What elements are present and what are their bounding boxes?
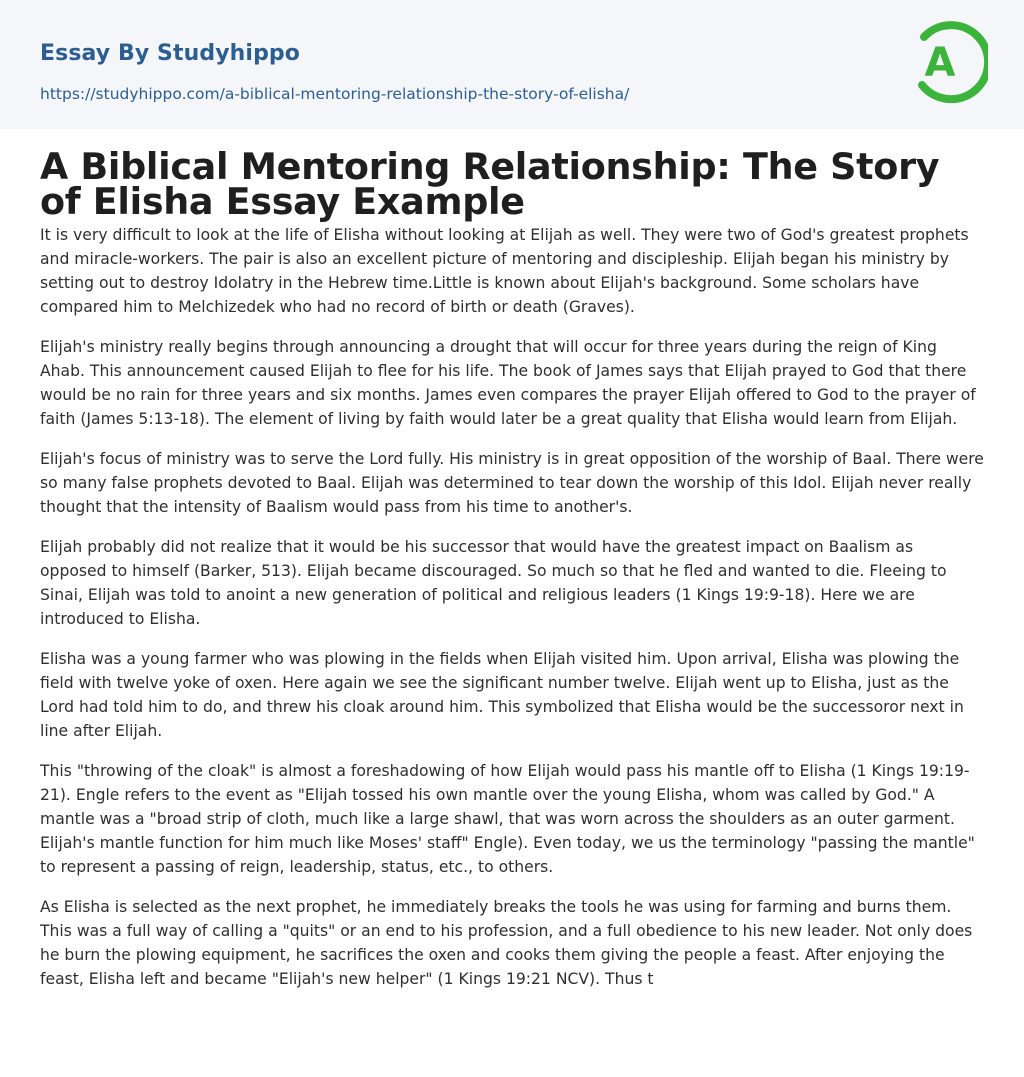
article-paragraph: Elijah's ministry really begins through announcing a drought that will occur for three years during the reign of King Ahab. This announcement caused Elijah to flee for his life. The book of James says that Elijah prayed to God that there would be no rain for three years and six months. James even compares the prayer Elijah offered to God to the prayer of faith (James 5:13-18). The element of living by faith would later be a great quality that Elisha would learn from Elijah. — [40, 338, 976, 428]
article-paragraph: Elijah's focus of ministry was to serve the Lord fully. His ministry is in great opposition of the worship of Baal. There were so many false prophets devoted to Baal. Elijah was determined to tear down the worship of this Idol. Elijah never really thought that the intensity of Baalism would pass from his time to another's. — [40, 450, 984, 516]
article-paragraph: As Elisha is selected as the next prophet, he immediately breaks the tools he was using for farming and burns them. This was a full way of calling a "quits" or an end to his profession, and a full obedience to his new leader. Not only does he burn the plowing equipment, he sacrifices the oxen and cooks them giving the people a feast. After enjoying the feast, Elisha left and became "Elijah's new helper" (1 Kings 19:21 NCV). Thus t — [40, 898, 973, 988]
article-paragraph: It is very difficult to look at the life of Elisha without looking at Elijah as well. They were two of God's greatest prophets and miracle-workers. The pair is also an excellent picture of mentoring and discipleship. Elijah began his ministry by setting out to destroy Idolatry in the Hebrew time.Little is known about Elijah's background. Some scholars have compared him to Melchizedek who had no record of birth or death (Graves). — [40, 226, 969, 316]
article-paragraph: This "throwing of the cloak" is almost a foreshadowing of how Elijah would pass his mantle off to Elisha (1 Kings 19:19-21). Engle refers to the event as "Elijah tossed his own mantle over the young Elisha, whom was called by God." A mantle was a "broad strip of cloth, much like a large shawl, that was worn across the shoulders as an outer garment. Elijah's mantle function for him much like Moses' staff" Engle). Even today, we us the terminology "passing the mantle" to represent a passing of reign, leadership, status, etc., to others. — [40, 762, 975, 876]
site-header — [0, 0, 1024, 129]
logo-icon[interactable] — [910, 17, 988, 105]
article-title: A Biblical Mentoring Relationship: The Story of Elisha Essay Example — [40, 145, 940, 223]
article-paragraph: Elijah probably did not realize that it would be his successor that would have the greatest impact on Baalism as opposed to himself (Barker, 513). Elijah became discouraged. So much so that he fled and wanted to die. Fleeing to Sinai, Elijah was told to anoint a new generation of political and religious leaders (1 Kings 19:9-18). Here we are introduced to Elisha. — [40, 538, 947, 628]
brand-title[interactable]: Essay By Studyhippo — [40, 41, 300, 66]
article-paragraph: Elisha was a young farmer who was plowing in the fields when Elijah visited him. Upon arrival, Elisha was plowing the field with twelve yoke of oxen. Here again we see the significant number twelve. Elijah went up to Elisha, just as the Lord had told him to do, and threw his cloak around him. This symbolized that Elisha would be the successoror next in line after Elijah. — [40, 650, 964, 740]
article — [0, 129, 1024, 991]
source-url-link[interactable]: https://studyhippo.com/a-biblical-mentoring-relationship-the-story-of-elisha/ — [40, 85, 630, 103]
logo-letter: A — [924, 40, 956, 86]
